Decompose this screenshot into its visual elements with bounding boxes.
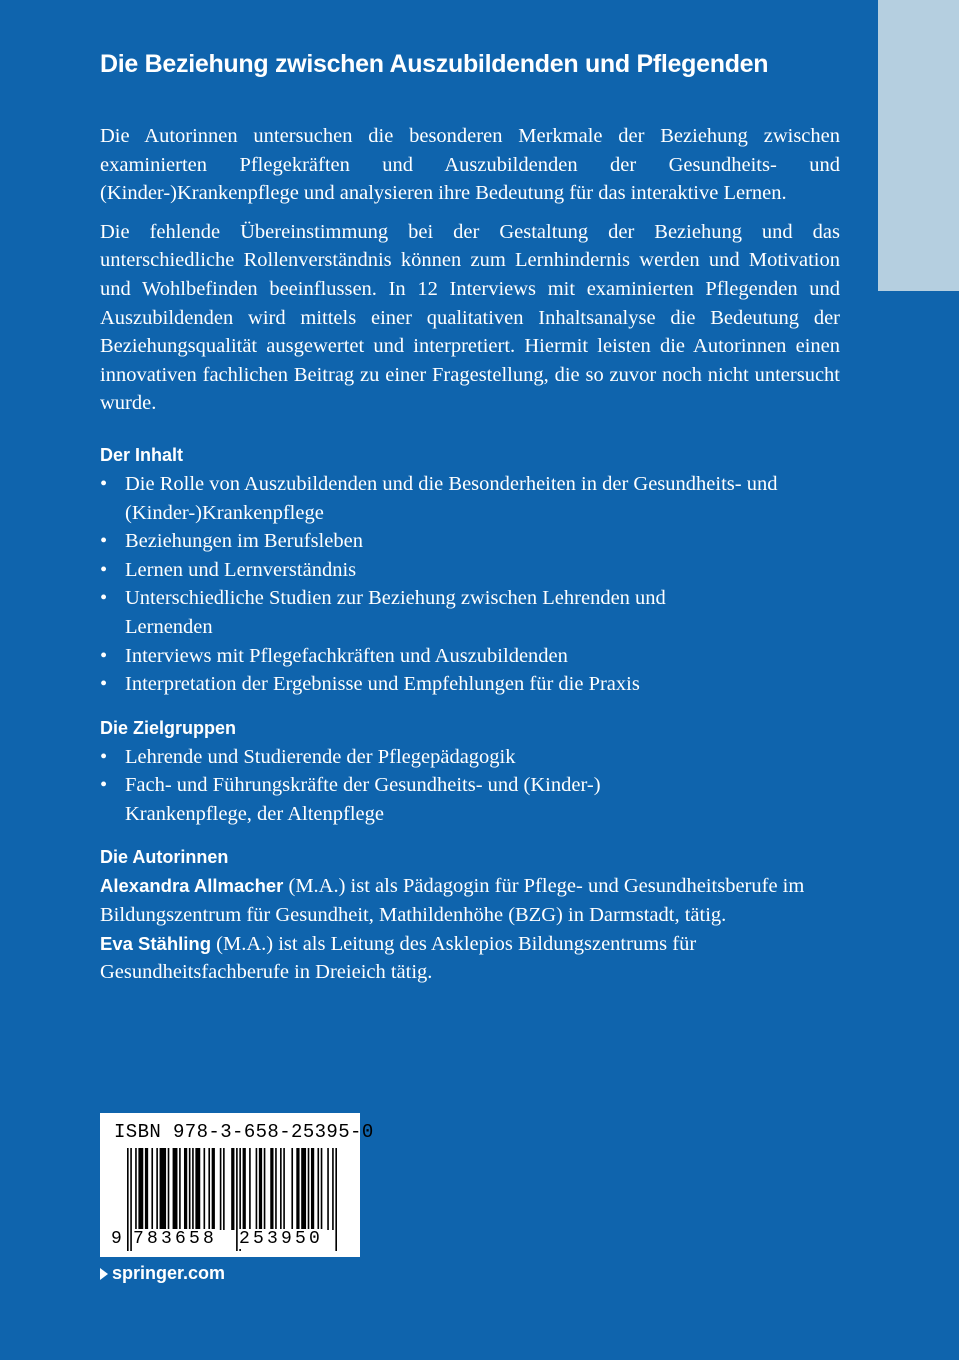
author-name: Eva Stähling — [100, 932, 212, 954]
barcode-bar — [145, 1148, 148, 1230]
barcode-bar — [243, 1148, 246, 1230]
list-item: • Unterschiedliche Studien zur Beziehung zwischen Lehrenden und Lernenden — [100, 584, 840, 641]
barcode-bar — [280, 1148, 282, 1230]
isbn-barcode — [100, 1113, 374, 1257]
barcode-bar — [220, 1148, 222, 1230]
barcode-bar — [189, 1148, 191, 1230]
barcode-bar — [311, 1148, 314, 1230]
barcode-bar — [173, 1148, 178, 1230]
barcode-bar — [223, 1148, 225, 1230]
bullet-icon: • — [100, 644, 108, 667]
barcode-bar — [291, 1148, 293, 1230]
list-item: • Lehrende und Studierende der Pflegepädagogik — [100, 743, 840, 772]
back-cover-text — [100, 40, 840, 987]
barcode-bar — [321, 1148, 323, 1230]
list-item: • Interpretation der Ergebnisse und Empfehlungen für die Praxis — [100, 670, 840, 699]
bullet-icon: • — [100, 774, 108, 797]
autorinnen-heading: Die Autorinnen — [100, 847, 229, 868]
publisher-link[interactable]: springer.com — [100, 1260, 225, 1286]
barcode-bar — [179, 1148, 181, 1230]
barcode-bar — [296, 1148, 299, 1230]
bullet-icon: • — [100, 673, 108, 696]
bullet-icon: • — [100, 530, 108, 553]
barcode-bar — [327, 1148, 329, 1230]
ean-right-group: 253950 — [239, 1229, 324, 1249]
barcode-bar — [335, 1148, 337, 1251]
barcode-bar — [135, 1148, 137, 1230]
barcode-bar — [184, 1148, 187, 1230]
accent-strip — [878, 0, 959, 291]
barcode-bar — [168, 1148, 170, 1230]
barcode-bar — [192, 1148, 194, 1230]
triangle-arrow-icon — [100, 1268, 108, 1280]
barcode-bar — [249, 1148, 251, 1230]
author-name: Alexandra Allmacher — [100, 875, 284, 897]
author-bio: Eva Stähling (M.A.) ist als Leitung des Asklepios Bildungszentrums für Gesundheitsfachberufe in Dreieich tätig. — [100, 932, 697, 984]
inhalt-list — [100, 470, 840, 699]
barcode-bar — [270, 1148, 273, 1230]
barcode-bar — [160, 1148, 167, 1230]
barcode-bar — [231, 1148, 234, 1230]
inhalt-heading: Der Inhalt — [100, 444, 184, 465]
barcode-bar — [283, 1148, 285, 1230]
barcode-bar — [212, 1148, 215, 1230]
bullet-icon: • — [100, 472, 108, 495]
barcode-bar — [204, 1148, 206, 1230]
list-item: • Beziehungen im Berufsleben — [100, 527, 840, 556]
description-paragraph: Die fehlende Übereinstimmung bei der Gestaltung der Beziehung und das unterschiedliche Rollenverständnis können zum Lernhindernis werden und Motivation und Wohlbefinden beeinflussen. In 12 Interviews mit examinierten Pflegenden und Auszubildenden wird mittels einer qualitativen Inhaltsanalyse die Bedeutung der Beziehungsqualität ausgewertet und interpretiert. Hiermit leisten die Autorinnen einen innovativen fachlichen Beitrag zu einer Fragestellung, die so zuvor noch nicht untersucht wurde. — [100, 220, 840, 415]
list-item: • Lernen und Lernverständnis — [100, 556, 840, 585]
zielgruppen-heading: Die Zielgruppen — [100, 717, 237, 738]
zielgruppen-list — [100, 743, 840, 829]
bullet-icon: • — [100, 745, 108, 768]
bullet-icon: • — [100, 587, 108, 610]
barcode-bar — [301, 1148, 306, 1230]
barcode-bar — [151, 1148, 153, 1230]
barcode-bar — [264, 1148, 266, 1230]
list-item: • Interviews mit Pflegefachkräften und Auszubildenden — [100, 642, 840, 671]
barcode-bar — [256, 1148, 258, 1230]
ean-lead-digit: 9 — [111, 1229, 122, 1249]
barcode-bar — [332, 1148, 334, 1230]
book-title: Die Beziehung zwischen Auszubildenden und Pflegenden — [100, 50, 769, 78]
barcode-bar — [195, 1148, 200, 1230]
list-item: • Die Rolle von Auszubildenden und die Besonderheiten in der Gesundheits- und (Kinder-)Krankenpflege — [100, 470, 840, 527]
barcode-bar — [317, 1148, 319, 1230]
barcode-bar — [208, 1148, 210, 1230]
author-bio: Alexandra Allmacher (M.A.) ist als Pädagogin für Pflege- und Gesundheitsberufe im Bildungszentrum für Gesundheit, Mathildenhöhe (BZG) in Darmstadt, tätig. — [100, 875, 805, 927]
ean-left-group: 783658 — [133, 1229, 218, 1249]
barcode-bar — [308, 1148, 310, 1230]
isbn-label: ISBN 978-3-658-25395-0 — [114, 1121, 374, 1143]
intro-paragraph: Die Autorinnen untersuchen die besonderen Merkmale der Beziehung zwischen examinierten Pflegekräften und Auszubildenden der Gesundheits- und (Kinder-)Krankenpflege und analysieren ihre Bedeutung für das interaktive Lernen. — [100, 125, 840, 205]
barcode-bar — [156, 1148, 158, 1230]
bullet-icon: • — [100, 558, 108, 581]
list-item: • Fach- und Führungskräfte der Gesundheits- und (Kinder-) Krankenpflege, der Altenpflege — [100, 771, 840, 828]
barcode-bar — [259, 1148, 262, 1230]
barcode-bar — [275, 1148, 277, 1230]
barcode-bar — [138, 1148, 143, 1230]
barcode-bar — [127, 1148, 129, 1251]
